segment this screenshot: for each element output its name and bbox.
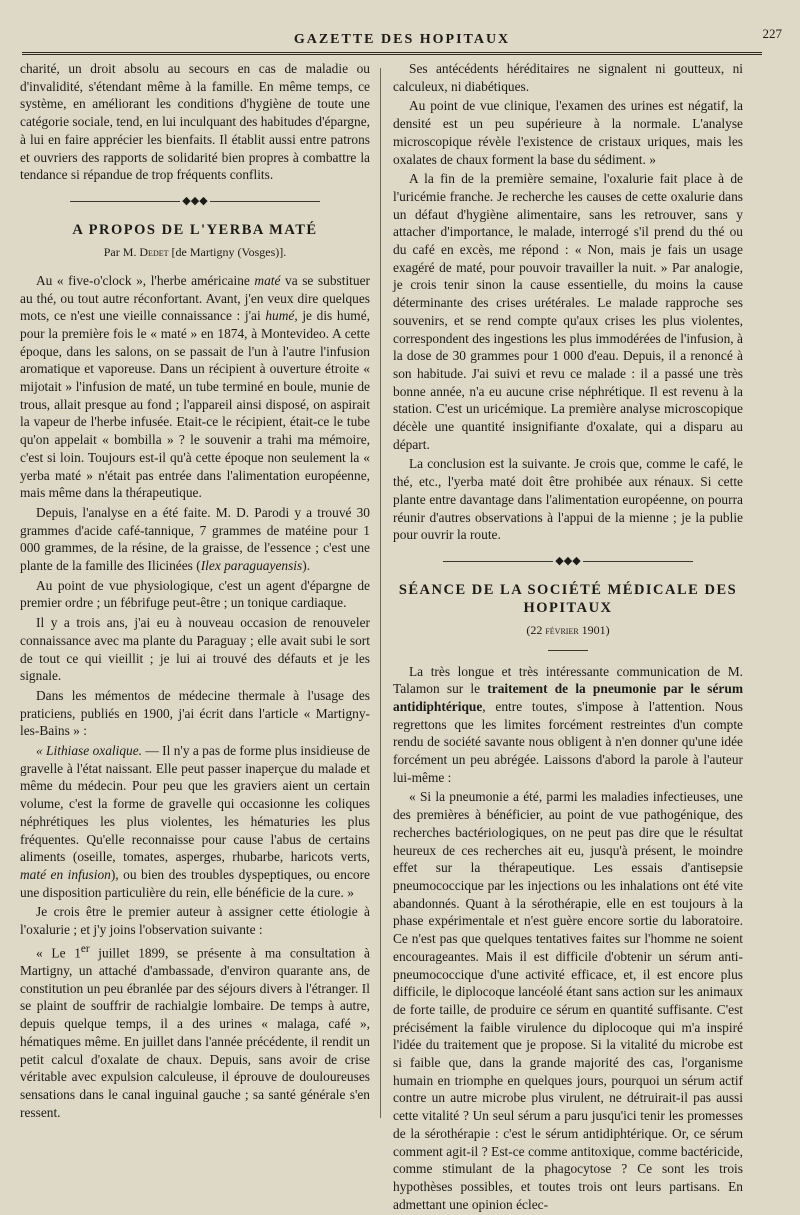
quoted-paragraph: « Lithiase oxalique. — Il n'y a pas de forme plus insidieuse de gravelle à l'état naissant. Elle peut passer inaperçue du malade et même du médecin. Pour peu que les graviers aient un certain volume, c'est la forme de gravelle qui occasionne les coliques néphrétiques les plus violentes, les hématuries les plus fréquentes. Qu'elle reconnaisse pour cause l'abus de certains aliments (oseille, tomates, asperges, rhubarbe, haricots verts, maté en infusion), ou bien des troubles dyspeptiques, ou encore une disposition particulière du rein, elle bénéficie de la cure. » — [20, 743, 370, 900]
article-paragraph: Ses antécédents héréditaires ne signalent ni goutteux, ni calculeux, ni diabétiques. — [393, 61, 743, 94]
column-divider — [380, 68, 381, 1118]
ornament-separator: ◆◆◆ — [393, 554, 743, 568]
article-title: A PROPOS DE L'YERBA MATÉ — [72, 222, 318, 239]
article-paragraph: Au « five-o'clock », l'herbe américaine maté va se substituer au thé, ou tout autre réconfortant. Avant, j'en veux dire quelques mots, ce n'est une vieille connaissance : j'ai humé, je dis humé, pour la première fois le « maté » en 1874, à Montevideo. A cette époque, dans les salons, on se passait de l'un à l'autre l'infusion aromatique et vaporeuse. Dans un récipient à ouverture étroite « mijotait » l'infusion de maté, un tube terminé en boule, munie de trous, allait presque au fond ; l'appareil ainsi disposé, on aspirait la vapeur de l'herbe infusée. Etait-ce le récipient, était-ce le tube qu'on appelait « bombilla » ? le souvenir a trahi ma mémoire, c'est si loin. Toujours est-il qu'à cette époque non seulement la « yerba maté » n'était pas entrée dans l'alimentation européenne, mais même dans la thérapeutique. — [20, 272, 370, 501]
byline-author: Dedet — [139, 245, 169, 260]
article-paragraph: Au point de vue physiologique, c'est un agent d'épargne de premier ordre ; un fébrifuge peut-être ; un tonique cardiaque. — [20, 577, 370, 611]
short-rule — [548, 650, 588, 651]
observation-paragraph: « Le 1er juillet 1899, se présente à ma consultation à Martigny, un attaché d'ambassade, d'environ quarante ans, de constitution un peu ébranlée par des séjours divers à l'étranger. Il se plaint de souffrir de rachialgie lombaire. De temps à autre, depuis quelque temps, il a des urines « malaga, café », hématiques même. En juillet dans l'année précédente, il rendit un petit calcul d'oxalate de chaux. Depuis, sans avoir de crise véritable avec expulsion calculeuse, il éprouve de douloureuses sensations dans le canal inguinal gauche ; sa santé générale s'en ressent. — [20, 942, 370, 1120]
right-column — [393, 60, 743, 1215]
article-paragraph: Il y a trois ans, j'ai eu à nouveau occasion de renouveler connaissance avec ma plante du Paraguay ; elle avait subi le sort de tout ce qui vieillit ; je lui ai trouvé des défauts et je les signale. — [20, 615, 370, 684]
article-paragraph: Au point de vue clinique, l'examen des urines est négatif, la densité est un peu supérieure à la normale. L'analyse microscopique révèle l'existence de cristaux uriques, mais les oxalates de chaux forment la base du sédiment. » — [393, 98, 743, 167]
section-title: SÉANCE DE LA SOCIÉTÉ MÉDICALE DES HOPITAUX — [398, 582, 738, 617]
article-paragraph: Depuis, l'analyse en a été faite. M. D. Parodi y a trouvé 30 grammes d'acide café-tannique, 7 grammes de matéine pour 1 000 grammes, de la résine, de la graisse, de l'essence ; c'est une plante de la famille des Ilicinées (Ilex paraguayensis). — [20, 504, 370, 574]
article-paragraph: La conclusion est la suivante. Je crois que, comme le café, le thé, etc., l'yerba maté doit être prohibée aux rénaux. Si cette plante entre davantage dans l'alimentation européenne, on pourra réunir d'autres observations à l'appui de la mienne ; je la publie pour ouvrir la route. — [393, 456, 743, 543]
article-paragraph: La très longue et très intéressante communication de M. Talamon sur le traitement de la pneumonie par le sérum antidiphtérique, entre toutes, s'impose à l'attention. Nous regrettons que les limites forcément restreintes d'un compte rendu de société savante nous obligent à n'en donner qu'une idée forcément un peu abrégée. Laissons d'abord la parole à l'auteur lui-même : — [393, 663, 743, 785]
byline-prefix: Par M. — [103, 245, 137, 260]
journal-title: GAZETTE DES HOPITAUX — [293, 32, 511, 47]
ornament-separator: ◆◆◆ — [20, 194, 370, 208]
page-number: 227 — [762, 26, 782, 41]
section-date: (22 février 1901) — [526, 622, 610, 637]
header-rule — [22, 52, 762, 55]
article-paragraph: Je crois être le premier auteur à assigner cette étiologie à l'oxalurie ; et j'y joins l'observation suivante : — [20, 904, 370, 938]
quoted-paragraph: « Si la pneumonie a été, parmi les maladies infectieuses, une des premières à bénéficier, au point de vue pathogénique, des recherches bactériologiques, on ne peut pas dire que le résultat heureux de ces recherches ait eu, jusqu'à présent, le moindre effet sur la thérapeutique. Les essais d'antisepsie pneumococcique par les injections ou les inhalations ont été vite abandonnés. Quant à la sérothérapie, elle en est toujours à la phase expérimentale et n'est guère encore sortie du laboratoire. Ce n'est pas que quelques tentatives faites sur l'homme ne soient encourageantes. Mais il est difficile d'obtenir un sérum anti-pneumococcique d'une activité efficace, et, il est encore plus difficile, le diplocoque lancéolé étant sans action sur les animaux de forte taille, de produire ce sérum en quantité suffisante. C'est précisément la faible virulence du diplocoque qui m'a inspiré l'idée du traitement que je propose. Si la vitalité du microbe est si faible que, dans la grande majorité des cas, l'organisme humain en triomphe en quelques jours, pourquoi un sérum actif contre un autre microbe plus virulent, ne détruirait-il pas aussi cette vitalité ? Un seul sérum a paru jusqu'ici tenir les promesses de la sérothérapie : c'est le sérum antidiphtérique. Or, ce sérum comment agit-il ? Est-ce comme antitoxique, comme bactéricide, comme stimulant de la phagocytose ? Ce sont les trois hypothèses possibles, et toutes trois ont leurs partisans. En admettant une opinion éclec- — [393, 789, 743, 1212]
article-paragraph: Dans les mémentos de médecine thermale à l'usage des praticiens, publiés en 1900, j'ai écrit dans l'article « Martigny-les-Bains » : — [20, 687, 370, 739]
article-byline — [20, 244, 370, 262]
byline-place: [de Martigny (Vosges)]. — [171, 245, 287, 260]
article-paragraph: A la fin de la première semaine, l'oxalurie fait place à de l'uricémie franche. Je recherche les causes de cette oxalurie dans un défaut d'hygiène alimentaire, sans les retrouver, sans y attacher d'importance, le malade, interrogé s'il prend du thé ou du café en excès, me répond : « Non, mais je fais un usage exagéré de maté, pour pouvoir travailler la nuit. » Par analogie, je crois tenir sinon la cause essentielle, du moins la cause déterminante des crises urétérales. Le malade rapproche ses souvenirs, et se rend compte qu'aux crises les plus violentes, correspondent des ingestions les plus immodérées de l'infusion, à la dose de 30 grammes pour 1 000 d'eau. Depuis, il a renoncé à son habitude. J'ai suivi et revu ce malade : il a passé une très bonne année, n'a eu aucune crise néphrétique. Il est revenu à la station. C'est un uricémique. La première analyse microscopique décèle une quantité insignifiante d'oxalate, qui a disparu au départ. — [393, 171, 743, 452]
left-column — [20, 60, 370, 1123]
intro-paragraph: charité, un droit absolu au secours en cas de maladie ou d'invalidité, s'étendant même à la famille. En même temps, ce système, en améliorant les conditions d'hygiène de toute une catégorie sociale, tend, en lui inculquant des habitudes d'épargne, à lui en faire apprécier les bienfaits. Il établit aussi entre patrons et ouvriers des rapports de solidarité bien propres à combattre la tendance si répandue de trop fréquents conflits. — [20, 61, 370, 183]
